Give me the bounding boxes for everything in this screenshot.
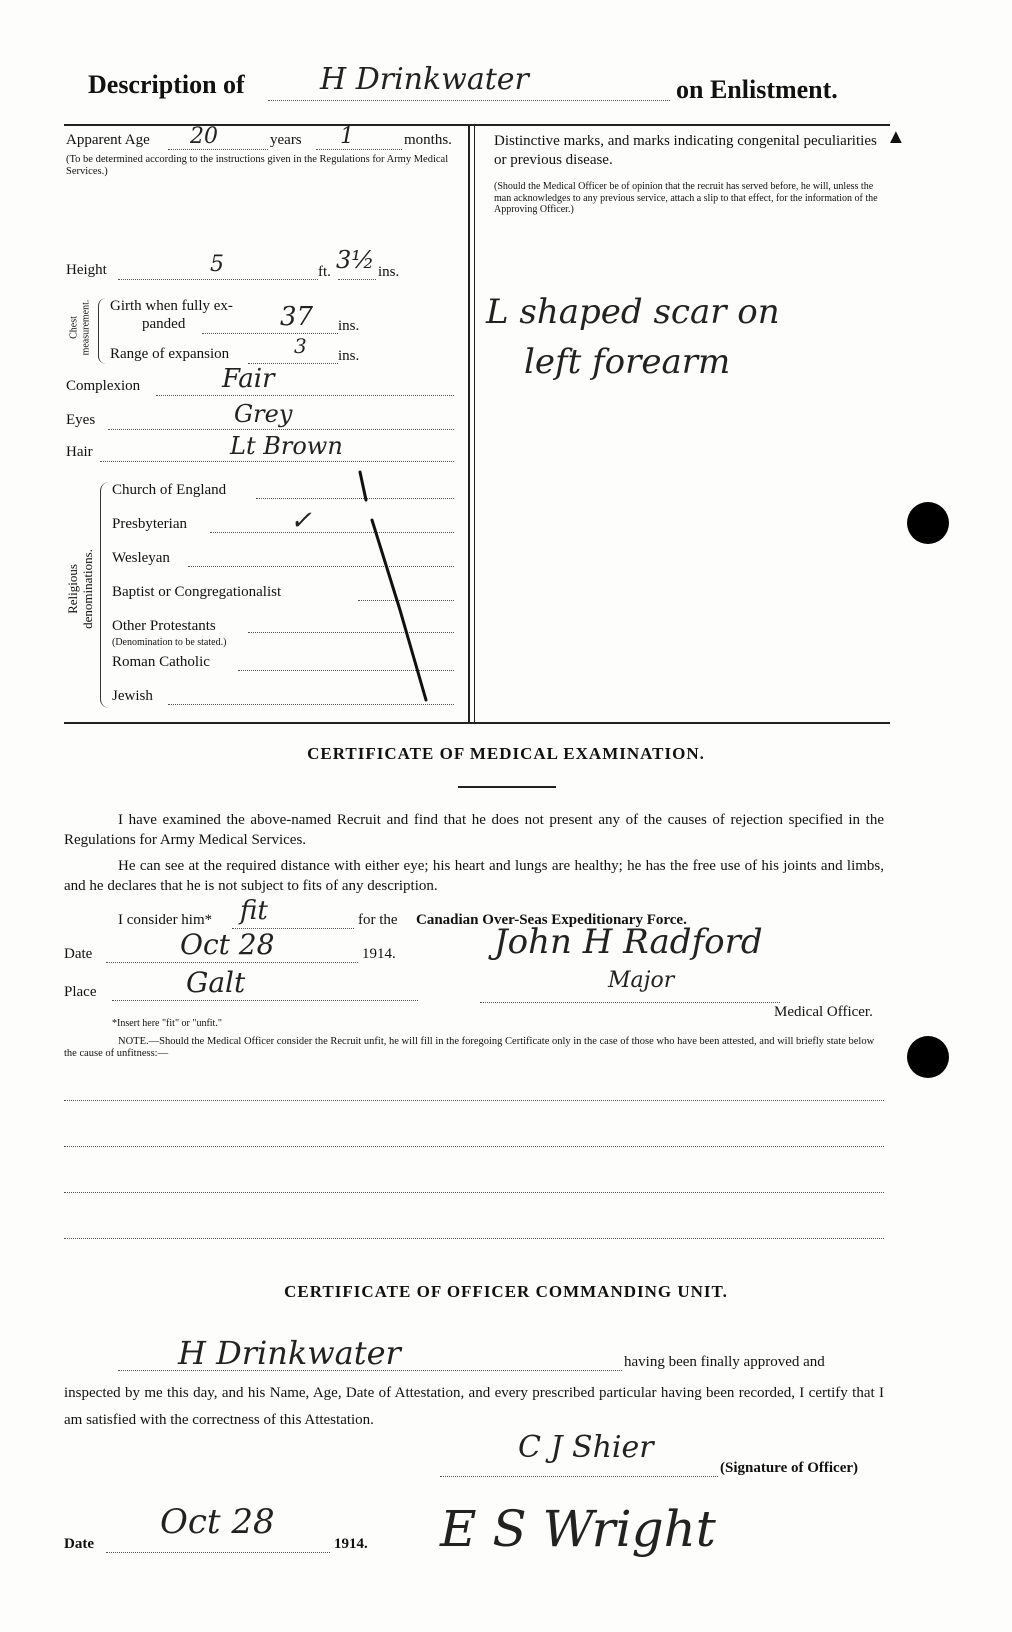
age-label: Apparent Age xyxy=(66,132,150,148)
religion-presbyterian-mark: ✓ xyxy=(290,506,312,536)
religion-group-label: Religious denominations. xyxy=(65,549,95,629)
medical-consider-label: I consider him* xyxy=(118,912,213,928)
commanding-signature: C J Shier xyxy=(518,1430,654,1465)
complexion-value: Fair xyxy=(222,364,275,394)
age-note: (To be determined according to the instructions given in the Regulations for Army Medical Services.) xyxy=(66,154,449,177)
height-ins-label: ins. xyxy=(378,264,400,280)
chest-group-label: Chest measurement. xyxy=(68,299,91,356)
medical-date-year: 1914. xyxy=(362,946,396,962)
medical-signature-line xyxy=(480,1002,780,1003)
religion-jewish: Jewish xyxy=(112,688,153,704)
hair-value: Lt Brown xyxy=(230,432,343,460)
eyes-line xyxy=(108,429,454,430)
religion-baptist: Baptist or Congregationalist xyxy=(112,584,282,600)
commanding-name: H Drinkwater xyxy=(178,1334,401,1372)
height-ft-label: ft. xyxy=(318,264,331,280)
age-months-value: 1 xyxy=(340,124,354,149)
medical-para1: I have examined the above-named Recruit and find that he does not present any of the causes of rejection specified in the Regulations for Army Medical Services. xyxy=(64,812,884,848)
height-ft-value: 5 xyxy=(210,252,224,277)
chest-girth-line xyxy=(202,333,338,334)
medical-place-label: Place xyxy=(64,984,97,1000)
height-ins-line xyxy=(338,279,376,280)
bottom-rule xyxy=(64,722,890,724)
header-name: H Drinkwater xyxy=(320,62,529,97)
distinctive-marks-line1: L shaped scar on xyxy=(486,292,780,332)
commanding-text-line1-end: having been finally approved and xyxy=(624,1354,825,1370)
religion-church: Church of England xyxy=(112,482,227,498)
eyes-label: Eyes xyxy=(66,412,96,428)
chest-range-value: 3 xyxy=(294,334,307,358)
religion-wesleyan: Wesleyan xyxy=(112,550,170,566)
chest-girth-label-1: Girth when fully ex- xyxy=(110,298,233,314)
distinctive-heading: Distinctive marks, and marks indicating congenital peculiarities or previous disease. xyxy=(494,133,877,168)
chest-girth-value: 37 xyxy=(280,302,314,332)
commanding-date-line xyxy=(106,1552,330,1553)
header-suffix: on Enlistment. xyxy=(676,75,838,104)
medical-consider-value: fit xyxy=(240,896,268,926)
medical-date-line xyxy=(106,962,358,963)
medical-para2: He can see at the required distance with either eye; his heart and lungs are healthy; he has the free use of his joints and limbs, and he declares that he is not subject to fits of any description. xyxy=(64,858,884,894)
unfitness-line-4 xyxy=(64,1238,884,1239)
unfitness-line-2 xyxy=(64,1146,884,1147)
commanding-text: inspected by me this day, and his Name, Age, Date of Attestation, and every prescribed particular having been recorded, I certify that I am satisfied with the correctness of this Attestation. xyxy=(64,1385,884,1428)
unfitness-line-3 xyxy=(64,1192,884,1193)
chest-girth-label-2: panded xyxy=(142,316,186,332)
religion-other-note: (Denomination to be stated.) xyxy=(112,637,227,648)
religion-strike-mark xyxy=(340,460,450,720)
approver-signature: E S Wright xyxy=(440,1500,716,1558)
edge-arrow-icon: ▲ xyxy=(886,126,906,148)
medical-insert-note: *Insert here "fit" or "unfit." xyxy=(112,1018,222,1029)
commanding-date-value: Oct 28 xyxy=(160,1502,275,1542)
commanding-date-year: 1914. xyxy=(334,1536,368,1552)
medical-force: Canadian Over-Seas Expeditionary Force. xyxy=(416,912,687,928)
distinctive-marks-line2: left forearm xyxy=(524,342,731,382)
complexion-line xyxy=(156,395,454,396)
complexion-label: Complexion xyxy=(66,378,141,394)
medical-heading: CERTIFICATE OF MEDICAL EXAMINATION. xyxy=(307,744,705,763)
top-rule xyxy=(64,124,890,126)
height-ins-value: 3½ xyxy=(336,246,375,274)
medical-place-value: Galt xyxy=(186,966,246,999)
header-name-line xyxy=(268,100,670,101)
medical-signature: John H Radford xyxy=(494,922,763,962)
commanding-signature-label: (Signature of Officer) xyxy=(720,1460,859,1476)
religion-catholic: Roman Catholic xyxy=(112,654,210,670)
unfitness-line-1 xyxy=(64,1100,884,1101)
punch-hole-upper xyxy=(907,502,949,544)
column-divider-2 xyxy=(474,124,475,724)
medical-place-line xyxy=(112,1000,418,1001)
medical-rank: Major xyxy=(608,968,675,993)
height-ft-line xyxy=(118,279,318,280)
age-years-value: 20 xyxy=(190,124,218,149)
age-months-label: months. xyxy=(404,132,452,148)
chest-range-label: Range of expansion xyxy=(110,346,230,362)
chest-brace xyxy=(98,298,107,364)
commanding-heading: CERTIFICATE OF OFFICER COMMANDING UNIT. xyxy=(284,1282,728,1301)
medical-officer-label: Medical Officer. xyxy=(774,1004,873,1020)
medical-heading-rule xyxy=(458,786,556,788)
age-years-label: years xyxy=(270,132,302,148)
chest-girth-unit: ins. xyxy=(338,318,360,334)
religion-brace xyxy=(100,482,109,708)
religion-other: Other Protestants xyxy=(112,618,216,634)
hair-label: Hair xyxy=(66,444,93,460)
punch-hole-lower xyxy=(907,1036,949,1078)
eyes-value: Grey xyxy=(234,400,293,428)
commanding-date-label: Date xyxy=(64,1536,94,1552)
medical-date-value: Oct 28 xyxy=(180,928,275,961)
column-divider xyxy=(468,124,470,724)
chest-range-unit: ins. xyxy=(338,348,360,364)
age-months-line xyxy=(316,149,402,150)
distinctive-note: (Should the Medical Officer be of opinion that the recruit has served before, he will, unless the man acknowledges to any previous service, attach a slip to that effect, for the information of the Approving Officer.) xyxy=(494,181,878,215)
religion-presbyterian: Presbyterian xyxy=(112,516,187,532)
age-years-line xyxy=(168,149,268,150)
medical-date-label: Date xyxy=(64,946,93,962)
medical-consider-suffix: for the xyxy=(358,912,398,928)
medical-note: NOTE.—Should the Medical Officer consider the Recruit unfit, he will fill in the foregoing Certificate only in the case of those who have been attested, and will briefly state below the cause of unfitness:— xyxy=(64,1036,875,1059)
header-prefix: Description of xyxy=(88,70,245,99)
commanding-signature-line xyxy=(440,1476,718,1477)
height-label: Height xyxy=(66,262,107,278)
